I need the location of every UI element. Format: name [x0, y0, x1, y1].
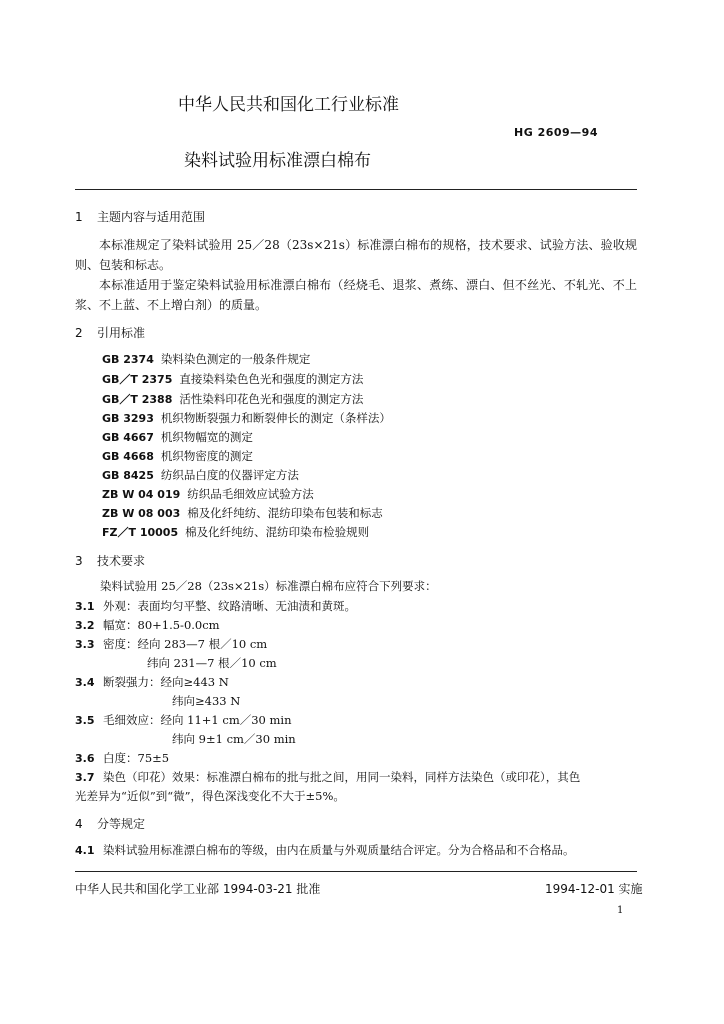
item-text: 染料试验用标准漂白棉布的等级，由内在质量与外观质量结合评定。分为合格品和不合格品。	[103, 843, 575, 857]
reference-code: GB／T 2388	[102, 393, 173, 406]
section-number: 2	[75, 326, 83, 340]
reference-title: 染料染色测定的一般条件规定	[160, 352, 311, 366]
requirement-item	[75, 750, 169, 766]
item-number: 3.5	[75, 714, 95, 727]
section-4-heading	[75, 815, 145, 832]
page-number: 1	[617, 905, 624, 916]
section-title: 引用标准	[97, 326, 146, 340]
grading-item	[75, 842, 575, 858]
reference-item	[102, 448, 253, 464]
requirement-item	[75, 598, 356, 614]
section-3-intro: 染料试验用 25／28（23s×21s）标准漂白棉布应符合下列要求：	[100, 579, 437, 593]
section-1-paragraph-2: 本标准适用于鉴定染料试验用标准漂白棉布（经烧毛、退浆、煮练、漂白、但不丝光、不轧光、不上浆、不上蓝、不上增白剂）的质量。	[75, 278, 637, 312]
item-text: 幅宽：80+1.5-0.0cm	[103, 618, 220, 632]
header-title: 中华人民共和国化工行业标准	[178, 95, 399, 115]
requirement-item	[75, 636, 267, 652]
reference-title: 机织物密度的测定	[160, 449, 253, 463]
reference-title: 纺织品白度的仪器评定方法	[160, 468, 299, 482]
requirement-item	[75, 617, 220, 633]
section-title: 主题内容与适用范围	[97, 210, 206, 224]
reference-title: 机织物断裂强力和断裂伸长的测定（条样法）	[160, 411, 391, 425]
approval-line: 中华人民共和国化学工业部 1994-03-21 批准	[75, 882, 321, 896]
bottom-divider	[75, 871, 637, 872]
reference-item	[102, 505, 383, 521]
section-1-paragraph-1: 本标准规定了染料试验用 25／28（23s×21s）标准漂白棉布的规格，技术要求、试验方法、验收规则、包装和标志。	[75, 238, 637, 272]
requirement-item	[75, 674, 229, 690]
reference-item	[102, 410, 391, 426]
reference-title: 机织物幅宽的测定	[160, 430, 253, 444]
item-text: 外观：表面均匀平整、纹路清晰、无油渍和黄斑。	[103, 599, 356, 613]
section-title: 技术要求	[97, 554, 146, 568]
reference-code: GB 3293	[102, 412, 154, 425]
reference-code: FZ／T 10005	[102, 526, 179, 539]
standard-code: HG 2609—94	[514, 126, 598, 139]
item-number: 3.4	[75, 676, 95, 689]
document-title: 染料试验用标准漂白棉布	[184, 151, 371, 171]
top-divider	[75, 189, 637, 190]
section-2-heading	[75, 324, 145, 341]
implementation-date: 1994-12-01 实施	[545, 882, 643, 896]
item-text: 染色（印花）效果：标准漂白棉布的批与批之间，用同一染料，同样方法染色（或印花），其色	[103, 770, 581, 784]
item-number: 4.1	[75, 844, 95, 857]
reference-code: ZB W 08 003	[102, 507, 181, 520]
reference-code: GB 4667	[102, 431, 154, 444]
reference-code: GB 2374	[102, 353, 154, 366]
item-number: 3.2	[75, 619, 95, 632]
item-continuation: 光差异为“近似”到“微”，得色深浅变化不大于±5%。	[75, 789, 345, 803]
reference-code: GB 8425	[102, 469, 154, 482]
section-title: 分等规定	[97, 817, 146, 831]
reference-title: 活性染料印花色光和强度的测定方法	[179, 392, 364, 406]
item-text: 毛细效应：经向 11+1 cm／30 min	[103, 713, 292, 727]
requirement-item	[75, 712, 292, 728]
section-3-heading	[75, 552, 145, 569]
reference-code: ZB W 04 019	[102, 488, 181, 501]
reference-item	[102, 391, 363, 407]
item-number: 3.7	[75, 771, 95, 784]
item-number: 3.3	[75, 638, 95, 651]
reference-title: 纺织品毛细效应试验方法	[187, 487, 314, 501]
section-number: 4	[75, 817, 83, 831]
requirement-item	[75, 769, 580, 785]
item-subline: 纬向 9±1 cm／30 min	[172, 732, 296, 746]
reference-code: GB／T 2375	[102, 373, 173, 386]
reference-item	[102, 486, 314, 502]
item-number: 3.1	[75, 600, 95, 613]
reference-item	[102, 351, 310, 367]
reference-item	[102, 371, 363, 387]
item-text: 断裂强力：经向≥443 N	[103, 675, 229, 689]
reference-item	[102, 429, 253, 445]
item-text: 白度：75±5	[103, 751, 170, 765]
reference-title: 棉及化纤纯纺、混纺印染布检验规则	[185, 525, 370, 539]
section-number: 3	[75, 554, 83, 568]
item-text: 密度：经向 283—7 根／10 cm	[103, 637, 268, 651]
item-number: 3.6	[75, 752, 95, 765]
reference-code: GB 4668	[102, 450, 154, 463]
item-subline: 纬向 231—7 根／10 cm	[147, 656, 277, 670]
reference-title: 棉及化纤纯纺、混纺印染布包装和标志	[187, 506, 383, 520]
section-1-heading	[75, 208, 205, 225]
reference-item	[102, 467, 299, 483]
reference-title: 直接染料染色色光和强度的测定方法	[179, 372, 364, 386]
item-subline: 纬向≥433 N	[172, 694, 241, 708]
section-number: 1	[75, 210, 83, 224]
reference-item	[102, 524, 369, 540]
